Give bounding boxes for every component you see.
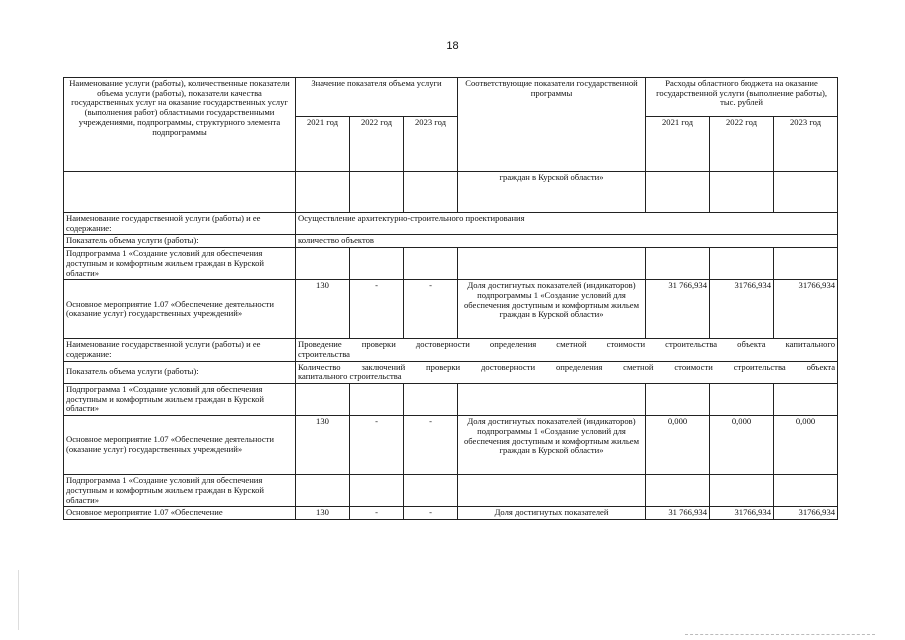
subprogram-name: Подпрограмма 1 «Создание условий для обеспечения доступным и комфортным жильем граждан в Курской области» [64,248,296,280]
volume-2022: - [350,280,404,339]
measure-name: Основное мероприятие 1.07 «Обеспечение деятельности (оказание услуг) государственных учреждений» [64,280,296,339]
volume-label: Показатель объема услуги (работы): [64,361,296,383]
subprogram-name: Подпрограмма 1 «Создание условий для обеспечения доступным и комфортным жильем граждан в Курской области» [64,384,296,416]
expense-2021: 0,000 [646,416,710,475]
expense-2023: 31766,934 [774,280,838,339]
service-name-value-line: строительства [298,348,350,359]
volume-2021: 130 [296,507,350,520]
table-row [64,213,838,235]
table-row [64,475,838,507]
expense-2023: 0,000 [774,416,838,475]
volume-2022: - [350,507,404,520]
service-name-label: Наименование государственной услуги (работы) и ее содержание: [64,339,296,361]
continuation-indicator: граждан в Курской области» [458,172,646,213]
service-name-value [296,339,838,361]
services-table [63,77,838,520]
header-volume-2022: 2022 год [350,117,404,172]
service-name-value: Осуществление архитектурно-строительного проектирования [296,213,838,235]
expense-2022: 31766,934 [710,507,774,520]
expense-2021: 31 766,934 [646,280,710,339]
volume-2023: - [404,507,458,520]
expense-2022: 0,000 [710,416,774,475]
table-row [64,416,838,475]
header-expense-2023: 2023 год [774,117,838,172]
table-row [64,280,838,339]
service-name-value-line: Проведение проверки достоверности определения сметной стоимости строительства объекта капитального [298,339,836,350]
volume-value: количество объектов [296,235,838,248]
page-number: 18 [446,40,459,52]
header-expense-2022: 2022 год [710,117,774,172]
measure-name: Основное мероприятие 1.07 «Обеспечение [64,507,296,520]
volume-2021: 130 [296,280,350,339]
volume-value [296,361,838,383]
volume-2023: - [404,416,458,475]
volume-2023: - [404,280,458,339]
table-row [64,507,838,520]
service-name-label: Наименование государственной услуги (работы) и ее содержание: [64,213,296,235]
table-row [64,384,838,416]
subprogram-name: Подпрограмма 1 «Создание условий для обеспечения доступным и комфортным жильем граждан в Курской области» [64,475,296,507]
volume-2021: 130 [296,416,350,475]
expense-2022: 31766,934 [710,280,774,339]
volume-label: Показатель объема услуги (работы): [64,235,296,248]
header-volume-group: Значение показателя объема услуги [296,78,458,117]
table-row [64,339,838,361]
volume-value-line: Количество заключений проверки достоверности определения сметной стоимости строительства объекта [298,361,836,372]
table-row [64,361,838,383]
continuation-row [64,172,838,213]
header-expense-2021: 2021 год [646,117,710,172]
header-expenses-group: Расходы областного бюджета на оказание государственной услуги (выполнение работы), тыс. рублей [646,78,838,117]
scan-artifact [685,634,875,638]
program-indicator: Доля достигнутых показателей (индикаторов) подпрограммы 1 «Создание условий для обеспечения доступным и комфортным жильем граждан в Курской области» [458,416,646,475]
header-volume-2021: 2021 год [296,117,350,172]
header-program-indicators: Соответствующие показатели государственной программы [458,78,646,172]
table-row [64,235,838,248]
program-indicator: Доля достигнутых показателей [458,507,646,520]
header-col-service: Наименование услуги (работы), количественные показатели объема услуги (работы), показатели качества государственных услуг на оказание государственных услуг (выполнения работ) областными государственными учреждениями, подпрограммы, структурного элемента подпрограммы [64,78,296,172]
scan-edge-line [18,570,19,630]
table-row [64,248,838,280]
measure-name: Основное мероприятие 1.07 «Обеспечение деятельности (оказание услуг) государственных учреждений» [64,416,296,475]
header-volume-2023: 2023 год [404,117,458,172]
expense-2021: 31 766,934 [646,507,710,520]
header-row [64,78,838,117]
program-indicator: Доля достигнутых показателей (индикаторов) подпрограммы 1 «Создание условий для обеспечения доступным и комфортным жильем граждан в Курской области» [458,280,646,339]
expense-2023: 31766,934 [774,507,838,520]
volume-value-line: капитального строительства [298,371,402,382]
volume-2022: - [350,416,404,475]
